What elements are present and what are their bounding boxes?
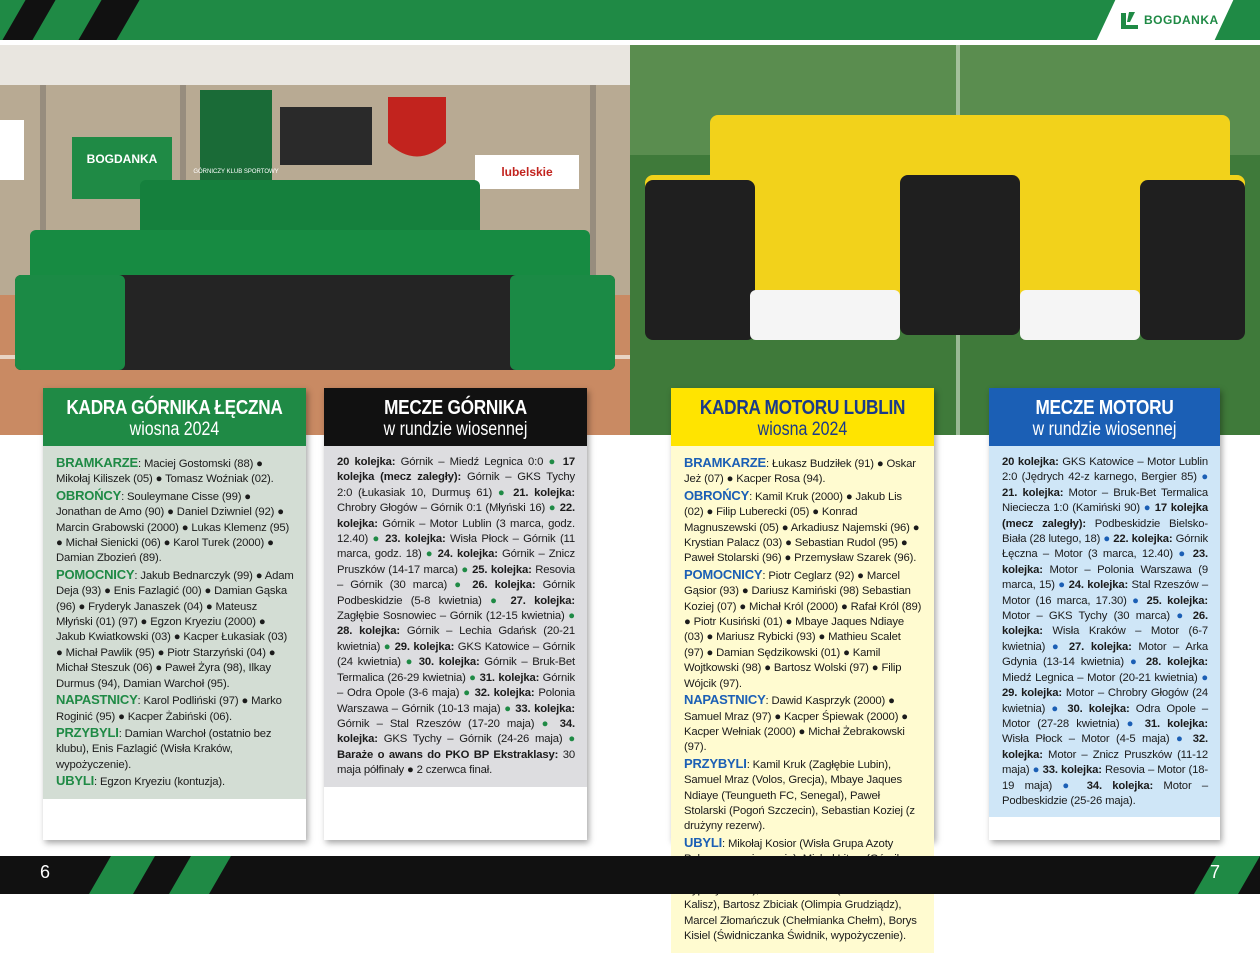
- match-round: 24. kolejka:: [437, 548, 498, 561]
- gornik-squad-body: [43, 446, 306, 799]
- section-label: NAPASTNICY: [56, 692, 138, 708]
- players-front-row: [15, 275, 615, 370]
- motor-matches-header: [989, 388, 1220, 446]
- match-round: 26. kolejka:: [472, 579, 536, 592]
- decor-stripe: [1194, 856, 1260, 894]
- match-round: 29. kolejka:: [1002, 687, 1062, 700]
- motor-squad-panel: [671, 388, 934, 943]
- section-text: Karol Podliński (97) ● Marko Roginić (95) ● Kacper Żabiński (06).: [56, 695, 282, 723]
- squad-section: POMOCNICY: Jakub Bednarczyk (99) ● Adam Deja (93) ● Enis Fazlagić (00) ● Damian Gąska (96) ● Fryderyk Janaszek (04) ● Mateusz Młyński (01) (97) ● Egzon Kryeziu (2000) ● Jakub Kwiatkowski (03) ● Kacper Łukasiak (03) ● Michał Pawlik (95) ● Piotr Starzyński (04) ● Michał Steszuk (06) ● Paweł Żyra (98), Ilkay Durmus (94), Damian Warchoł (95).: [56, 566, 294, 690]
- match-round: 34. kolejka:: [1086, 779, 1154, 792]
- squad-section: OBROŃCY: Souleymane Cisse (99) ● Jonathan de Amo (90) ● Daniel Dziwniel (92) ● Marcin Grabowski (2000) ● Lukas Klemenz (95) ● Michał Sienicki (06) ● Karol Turek (2000) ● Damian Zbozień (89).: [56, 487, 290, 565]
- bullet-icon: ●: [421, 548, 438, 561]
- match-round: 29. kolejka:: [394, 640, 455, 653]
- logo-text: BOGDANKA: [1144, 13, 1219, 27]
- section-label: PRZYBYLI: [56, 724, 119, 740]
- bullet-icon: ●: [1169, 733, 1193, 746]
- bullet-icon: ●: [1054, 579, 1069, 592]
- bogdanka-logo-icon: [1118, 9, 1140, 31]
- match-text: Motor – Polonia Warszawa (9 marca, 15): [1002, 563, 1208, 592]
- section-text: Damian Warchoł (ostatnio bez klubu), Enis Fazlagić (Wisła Kraków, wypożyczenie).: [56, 727, 272, 771]
- match-round: 28. kolejka:: [337, 625, 400, 638]
- photo-banner-text: BOGDANKA: [86, 152, 158, 166]
- bullet-icon: ●: [1126, 594, 1147, 607]
- section-label: UBYLI: [56, 773, 95, 789]
- bullet-icon: ●: [1197, 671, 1208, 684]
- match-round: 23. kolejka:: [385, 533, 446, 546]
- match-text: Resovia – Motor (18-19 maja): [1002, 764, 1208, 792]
- match-round: 17 kolejka (mecz zaległy):: [1002, 502, 1208, 530]
- bullet-icon: ●: [368, 533, 386, 546]
- gornik-team-photo: [0, 45, 630, 435]
- gornik-matches-title: MECZE GÓRNIKA: [384, 397, 527, 419]
- match-text: Górnik – Stal Rzeszów (17-20 maja): [337, 717, 535, 730]
- match-text: Górnik – Bruk-Bet Termalica (26-29 kwietnia): [337, 656, 576, 684]
- gornik-squad-subtitle: wiosna 2024: [129, 419, 220, 440]
- match-text: Podbeskidzie Bielsko-Biała (28 lutego, 18): [1002, 517, 1208, 546]
- bullet-icon: ●: [1196, 471, 1208, 484]
- match-text: Motor – Podbeskidzie (25-26 maja).: [1002, 779, 1208, 807]
- bullet-icon: ●: [459, 687, 475, 700]
- section-label: BRAMKARZE: [56, 455, 138, 470]
- match-text: GKS Katowice – Motor Lublin 2:0 (Jędrych 42-z karnego, Bergier 85): [1002, 456, 1208, 484]
- motor-matches-panel: [989, 388, 1220, 840]
- match-round: 30. kolejka:: [418, 656, 480, 669]
- bullet-icon: ●: [1173, 548, 1193, 561]
- section-label: PRZYBYLI: [684, 755, 747, 771]
- match-round: 33. kolejka:: [1042, 764, 1102, 777]
- bullet-icon: ●: [481, 594, 511, 607]
- match-text: Stal Rzeszów – Motor (16 marca, 17.30): [1002, 579, 1208, 607]
- match-text: Motor – Arka Gdynia (13-14 kwietnia): [1002, 640, 1208, 669]
- squad-section: BRAMKARZE: Maciej Gostomski (88) ● Mikołaj Kiliszek (05) ● Tomasz Woźniak (02).: [56, 455, 274, 486]
- section-text: Mikołaj Kosior (Wisła Grupa Azoty Kalisz), Bartosz Zbiciak (Olimpia Grudziądz), Marcel Złomańczuk (Chełmianka Chełm), Borys Kisiel (Świdniczanka Świdnik, wypożyczenie).: [684, 837, 917, 943]
- match-text: Górnik – Lechia Gdańsk (20-21 kwietnia): [337, 625, 575, 653]
- bullet-icon: ●: [380, 640, 395, 653]
- bullet-icon: ●: [1052, 779, 1087, 792]
- motor-squad-subtitle: wiosna 2024: [757, 419, 848, 440]
- match-text: Chrobry Głogów – Górnik 0:1 (Młyński 16): [337, 502, 546, 515]
- match-text: Odra Opole – Motor (27-28 kwietnia): [1002, 702, 1209, 730]
- section-text: Łukasz Budziłek (91) ● Oskar Jeż (07) ● Kacper Rosa (94).: [684, 458, 916, 486]
- section-text: Jakub Bednarczyk (99) ● Adam Deja (93) ● Enis Fazlagić (00) ● Damian Gąska (96) ● Fryderyk Janaszek (04) ● Mateusz Młyński (01) (97) ● Egzon Kryeziu (2000) ● Jakub Kwiatkowski (03) ● Kacper Łukasiak (03) ● Michał Pawlik (95) ● Piotr Starzyński (04) ● Michał Steszuk (06) ● Paweł Żyra (98), Ilkay Durmus (94), Damian Warchoł (95).: [56, 569, 294, 690]
- squad-section: POMOCNICY: Piotr Ceglarz (92) ● Marcel Gąsior (93) ● Dariusz Kamiński (98) Sebastian Koziej (07) ● Michał Król (2000) ● Rafał Król (89) ● Piotr Kusiński (01) ● Mbaye Jaques Ndiaye (03) ● Mariusz Rybicki (93) ● Mathieu Scalet (97) ● Damian Sędzikowski (01) ● Kamil Wojtkowski (98) ● Bartosz Wolski (97) ● Filip Wójcik (97).: [684, 566, 922, 690]
- motor-squad-title: KADRA MOTORU LUBLIN: [699, 397, 906, 419]
- match-round: 23. kolejka:: [1002, 548, 1208, 576]
- section-label: OBROŃCY: [56, 487, 122, 503]
- section-text: Piotr Ceglarz (92) ● Marcel Gąsior (93) ● Dariusz Kamiński (98) Sebastian Koziej (07) ● Michał Król (2000) ● Rafał Król (89) ● Piotr Kusiński (01) ● Mbaye Jaques Ndiaye (03) ● Mariusz Rybicki (93) ● Mathieu Scalet (97) ● Damian Sędzikowski (01) ● Kamil Wojtkowski (98) ● Bartosz Wolski (97) ● Filip Wójcik (97).: [684, 569, 922, 690]
- squad-section: NAPASTNICY: Dawid Kasprzyk (2000) ● Samuel Mraz (97) ● Kacper Śpiewak (2000) ● Kacper Wełniak (2000) ● Michał Żebrakowski (97).: [684, 692, 908, 754]
- squad-section: PRZYBYLI: Damian Warchoł (ostatnio bez klubu), Enis Fazlagić (Wisła Kraków, wypożyczenie).: [56, 724, 272, 771]
- section-text: Kamil Kruk (2000) ● Jakub Lis (02) ● Filip Luberecki (05) ● Konrad Magnuszewski (05) ● Arkadiusz Najemski (96) ● Krystian Palacz (03) ● Sebastian Rudol (95) ● Paweł Stolarski (96) ● Przemysław Szarek (96).: [684, 490, 920, 565]
- gornik-matches-header: [324, 388, 587, 446]
- match-item: [1002, 456, 1208, 483]
- match-text: Motor – Znicz Pruszków (11-12 maja): [1002, 748, 1208, 777]
- gornik-squad-title: KADRA GÓRNIKA ŁĘCZNA: [66, 397, 283, 419]
- section-label: NAPASTNICY: [684, 692, 766, 708]
- bullet-icon: ●: [1100, 533, 1114, 546]
- photo-sign-text: lubelskie: [501, 165, 553, 179]
- motor-matches-subtitle: w rundzie wiosennej: [1032, 419, 1177, 440]
- match-round: 26. kolejka:: [1002, 610, 1208, 638]
- match-text: Górnik Łęczna – Motor (3 marca, 12.40): [1002, 533, 1208, 561]
- gornik-matches-subtitle: w rundzie wiosennej: [383, 419, 528, 440]
- gornik-squad-panel: [43, 388, 306, 840]
- bullet-icon: ●: [1170, 610, 1193, 623]
- match-text: Miedź Legnica – Motor (20-21 kwietnia): [1002, 671, 1198, 684]
- match-text: Wisła Płock – Górnik (11 marca, godz. 18): [337, 533, 575, 561]
- motor-matches-body: [989, 446, 1220, 817]
- squad-section: NAPASTNICY: Karol Podliński (97) ● Marko Roginić (95) ● Kacper Żabiński (06).: [56, 692, 282, 723]
- decor-stripe: [169, 856, 231, 894]
- match-text: Motor – Bruk-Bet Termalica Nieciecza 1:0 (Kamiński 90): [1002, 486, 1208, 515]
- match-text: Górnik Podbeskidzie (5-8 kwietnia): [337, 579, 575, 607]
- bullet-icon: ●: [1045, 640, 1069, 653]
- bullet-icon: ●: [562, 733, 575, 746]
- bullet-icon: ●: [465, 671, 480, 684]
- gornik-squad-header: [43, 388, 306, 446]
- section-label: OBROŃCY: [684, 487, 750, 503]
- match-round: 32. kolejka:: [1002, 733, 1208, 761]
- bullet-icon: ●: [492, 486, 514, 499]
- match-round: 33. kolejka:: [515, 702, 576, 715]
- match-round: 34. kolejka:: [337, 717, 575, 746]
- match-round: 20 kolejka:: [337, 456, 396, 468]
- bullet-icon: ●: [545, 502, 560, 515]
- bullet-icon: ●: [500, 702, 516, 715]
- motor-team-photo: [630, 45, 1260, 435]
- match-text: Górnik – GKS Tychy 2:0 (Łukasiak 10, Durmuş 61): [337, 471, 576, 499]
- bullet-icon: ●: [1045, 702, 1068, 715]
- match-round: 25. kolejka:: [1146, 594, 1208, 607]
- photo-board-text: GÓRNICZY KLUB SPORTOWY: [193, 169, 279, 175]
- match-text: Resovia – Górnik (30 marca): [337, 563, 575, 592]
- match-round: 32. kolejka:: [474, 687, 535, 700]
- match-round: 27. kolejka:: [510, 594, 575, 607]
- squad-section: BRAMKARZE: Łukasz Budziłek (91) ● Oskar Jeż (07) ● Kacper Rosa (94).: [684, 455, 916, 486]
- decor-stripe: [78, 0, 139, 40]
- match-text: Górnik – Odra Opole (3-6 maja): [337, 671, 575, 700]
- match-text: Wisła Kraków – Motor (6-7 kwietnia): [1002, 625, 1208, 653]
- match-text: Wisła Płock – Motor (4-5 maja): [1002, 733, 1170, 746]
- match-text: Polonia Warszawa – Górnik (10-13 maja): [337, 687, 575, 715]
- match-text: Górnik – Znicz Pruszków (14-17 marca): [337, 548, 575, 576]
- bottom-bar: [0, 856, 1260, 894]
- bullet-icon: ●: [543, 456, 563, 468]
- section-label: POMOCNICY: [56, 566, 135, 582]
- bullet-icon: ●: [564, 610, 575, 623]
- match-item: [337, 749, 575, 776]
- bullet-icon: ●: [1119, 717, 1145, 730]
- match-text: GKS Tychy – Górnik (24-26 maja): [377, 733, 563, 746]
- section-label: POMOCNICY: [684, 566, 763, 582]
- bullet-icon: ●: [1140, 502, 1155, 515]
- motor-squad-header: [671, 388, 934, 446]
- page-number-left: 6: [40, 862, 51, 882]
- match-round: 22. kolejka:: [337, 502, 575, 530]
- match-text: 30 maja półfinały ● 2 czerwca finał.: [337, 748, 575, 777]
- match-round: 21. kolejka:: [513, 486, 576, 499]
- match-round: 30. kolejka:: [1067, 702, 1130, 715]
- gornik-matches-body: [324, 446, 587, 787]
- gornik-matches-panel: [324, 388, 587, 840]
- section-text: Kamil Kruk (Zagłębie Lubin), Samuel Mraz (Volos, Grecja), Mbaye Jaques Ndiaye (Teungueth FC, Senegal), Paweł Stolarski (Pogoń Szczecin), Sebastian Koziej (z drużyny rezerw).: [684, 758, 915, 833]
- match-round: 20 kolejka:: [1002, 456, 1059, 468]
- bogdanka-logo: [1118, 7, 1218, 33]
- match-round: 25. kolejka:: [472, 563, 532, 576]
- match-round: 22. kolejka:: [1113, 533, 1173, 546]
- match-text: GKS Katowice – Górnik (24 kwietnia): [337, 640, 575, 669]
- decor-stripe: [2, 0, 55, 40]
- section-label: BRAMKARZE: [684, 455, 766, 470]
- bullet-icon: ●: [447, 579, 473, 592]
- squad-section: UBYLI: Mikołaj Kosior (Wisła Grupa Azoty Kalisz), Bartosz Zbiciak (Olimpia Grudziądz), Marcel Złomańczuk (Chełmianka Chełm), Borys Kisiel (Świdniczanka Świdnik, wypożyczenie).: [684, 835, 922, 945]
- match-round: 17 kolejka (mecz zaległy):: [337, 456, 575, 484]
- top-bar: [0, 0, 1260, 40]
- match-text: Zagłębie Sosnowiec – Górnik (12-15 kwietnia): [337, 610, 565, 623]
- match-round: Baraże o awans do PKO BP Ekstraklasy:: [337, 748, 559, 761]
- section-text: Egzon Kryeziu (kontuzja).: [100, 776, 225, 789]
- section-text: Dawid Kasprzyk (2000) ● Samuel Mraz (97) ● Kacper Śpiewak (2000) ● Kacper Wełniak (2000) ● Michał Żebrakowski (97).: [684, 695, 908, 754]
- squad-section: UBYLI: Egzon Kryeziu (kontuzja).: [56, 773, 225, 789]
- bullet-icon: ●: [1029, 764, 1043, 777]
- match-text: Górnik – Motor Lublin (3 marca, godz. 12.40): [337, 517, 575, 546]
- match-round: 21. kolejka:: [1002, 486, 1064, 499]
- match-text: Motor – Chrobry Głogów (24 kwietnia): [1002, 687, 1208, 715]
- motor-matches-title: MECZE MOTORU: [1035, 397, 1174, 419]
- match-round: 31. kolejka:: [1144, 717, 1208, 730]
- match-text: Górnik – Miedź Legnica 0:0: [395, 456, 544, 468]
- match-round: 27. kolejka:: [1068, 640, 1132, 653]
- section-label: UBYLI: [684, 834, 723, 850]
- bullet-icon: ●: [400, 656, 419, 669]
- decor-stripe: [89, 856, 155, 894]
- bullet-icon: ●: [457, 563, 473, 576]
- squad-section: OBROŃCY: Kamil Kruk (2000) ● Jakub Lis (02) ● Filip Luberecki (05) ● Konrad Magnuszewski (05) ● Arkadiusz Najemski (96) ● Krystian Palacz (03) ● Sebastian Rudol (95) ● Paweł Stolarski (96) ● Przemysław Szarek (96).: [684, 487, 920, 565]
- match-round: 24. kolejka:: [1068, 579, 1129, 592]
- match-round: 28. kolejka:: [1145, 656, 1209, 669]
- section-text: Maciej Gostomski (88) ● Mikołaj Kiliszek (05) ● Tomasz Woźniak (02).: [56, 458, 274, 486]
- section-text: Souleymane Cisse (99) ● Jonathan de Amo (90) ● Daniel Dziwniel (92) ● Marcin Grabowski (2000) ● Lukas Klemenz (95) ● Michał Sienicki (06) ● Karol Turek (2000) ● Damian Zbozień (89).: [56, 490, 290, 565]
- match-round: 31. kolejka:: [479, 671, 540, 684]
- match-text: Motor – GKS Tychy (30 marca): [1002, 610, 1171, 623]
- bullet-icon: ●: [534, 717, 560, 730]
- page-number-right: 7: [1210, 862, 1221, 882]
- squad-section: PRZYBYLI: Kamil Kruk (Zagłębie Lubin), Samuel Mraz (Volos, Grecja), Mbaye Jaques Ndiaye (Teungueth FC, Senegal), Paweł Stolarski (Pogoń Szczecin), Sebastian Koziej (z drużyny rezerw).: [684, 755, 915, 833]
- match-item: [337, 456, 543, 468]
- bullet-icon: ●: [1123, 656, 1146, 669]
